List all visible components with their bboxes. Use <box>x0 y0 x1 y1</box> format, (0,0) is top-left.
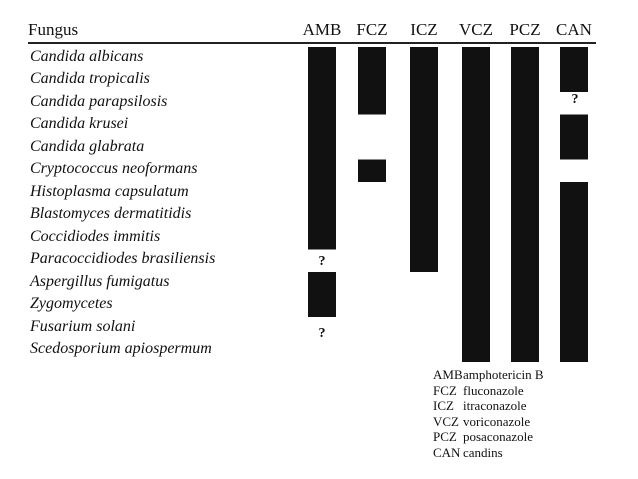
legend-row-vcz <box>433 414 544 430</box>
column-header-fcz: FCZ <box>356 20 388 39</box>
fungus-label-candida-glabrata: Candida glabrata <box>30 137 145 155</box>
legend-abbr-amb: AMB <box>433 367 463 382</box>
coverage-bar-can-1 <box>560 115 588 160</box>
coverage-bar-can-2 <box>560 182 588 362</box>
fungus-label-coccidiodes-immitis: Coccidiodes immitis <box>30 227 161 245</box>
coverage-bar-can-0 <box>560 47 588 92</box>
fungus-label-candida-tropicalis: Candida tropicalis <box>30 70 150 87</box>
legend-name-fcz: fluconazole <box>463 382 524 398</box>
coverage-bar-amb-0 <box>308 47 336 250</box>
legend-row-can <box>433 445 544 461</box>
coverage-bar-fcz-0 <box>358 47 386 115</box>
fungus-column-header: Fungus <box>28 20 79 39</box>
fungus-label-blastomyces-dermatitidis: Blastomyces dermatitidis <box>30 205 192 222</box>
column-header-can: CAN <box>556 20 592 39</box>
column-header-pcz: PCZ <box>509 20 541 39</box>
legend-name-icz: itraconazole <box>463 398 527 413</box>
legend-row-fcz <box>433 383 544 399</box>
legend-name-vcz: voriconazole <box>463 413 531 429</box>
fungus-label-histoplasma-capsulatum: Histoplasma capsulatum <box>30 182 189 200</box>
fungus-label-candida-krusei: Candida krusei <box>30 115 129 132</box>
column-header-icz: ICZ <box>410 20 438 39</box>
column-header-vcz: VCZ <box>459 20 493 39</box>
coverage-bar-pcz-0 <box>511 47 539 362</box>
column-header-amb: AMB <box>302 20 342 39</box>
legend-row-amb <box>433 367 544 383</box>
legend-abbr-pcz: PCZ <box>433 429 457 444</box>
legend-abbr-vcz: VCZ <box>433 413 459 429</box>
legend-name-amb: amphotericin B <box>463 367 544 382</box>
fungus-label-paracoccidiodes-brasiliensis: Paracoccidiodes brasiliensis <box>30 250 216 267</box>
coverage-bar-vcz-0 <box>462 47 490 362</box>
uncertain-mark-can-parapsilosis: ? <box>571 92 579 107</box>
fungus-label-zygomycetes: Zygomycetes <box>30 295 113 312</box>
legend-abbr-icz: ICZ <box>433 398 454 413</box>
legend-abbr-can: CAN <box>433 444 461 460</box>
coverage-bar-fcz-1 <box>358 160 386 183</box>
legend-name-can: candins <box>463 444 503 460</box>
uncertain-mark-amb-paracoccidiodes: ? <box>318 254 326 269</box>
fungus-label-candida-parapsilosis: Candida parapsilosis <box>30 92 168 110</box>
abbreviation-legend <box>433 367 544 460</box>
coverage-bar-amb-1 <box>308 272 336 317</box>
legend-abbr-fcz: FCZ <box>433 382 457 398</box>
coverage-bar-icz-0 <box>410 47 438 272</box>
legend-name-pcz: posaconazole <box>463 429 534 444</box>
fungus-label-cryptococcus-neoformans: Cryptococcus neoformans <box>30 160 198 177</box>
fungus-label-fusarium-solani: Fusarium solani <box>30 317 136 335</box>
legend-row-icz <box>433 398 544 414</box>
fungus-label-aspergillus-fumigatus: Aspergillus fumigatus <box>30 272 170 290</box>
legend-row-pcz <box>433 429 544 445</box>
fungus-label-scedosporium-apiospermum: Scedosporium apiospermum <box>30 340 212 357</box>
fungus-label-candida-albicans: Candida albicans <box>30 47 144 65</box>
uncertain-mark-amb-fusarium: ? <box>318 326 326 341</box>
